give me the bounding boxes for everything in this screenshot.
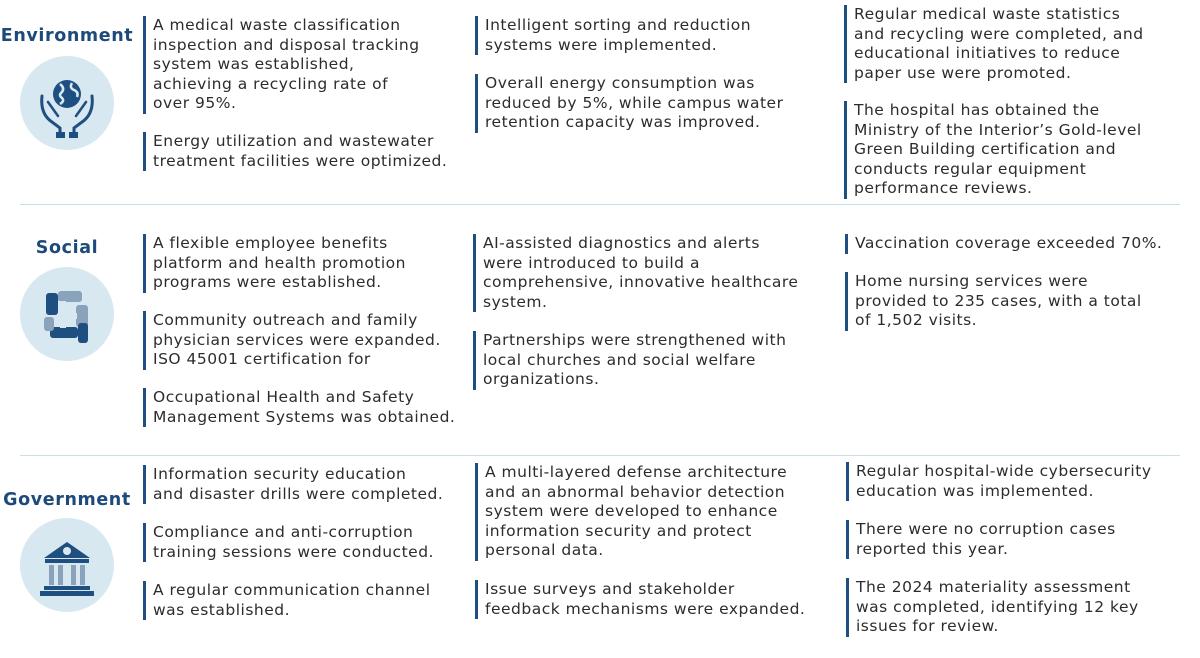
environment-col2-item-1: Intelligent sorting and reduction systems were implemented.: [475, 16, 751, 55]
environment-col1-item-2: Energy utilization and wastewater treatment facilities were optimized.: [143, 132, 447, 171]
environment-col3-item-1: Regular medical waste statistics and recycling were completed, and educational initiatives to reduce paper use were promoted.: [844, 5, 1144, 83]
government-col3-item-1: Regular hospital-wide cybersecurity education was implemented.: [846, 462, 1152, 501]
social-title: Social: [35, 238, 99, 258]
social-col2-item-2: Partnerships were strengthened with local churches and social welfare organizations.: [473, 331, 786, 390]
government-title: Government: [3, 490, 131, 510]
environment-title: Environment: [0, 26, 134, 46]
social-col2-item-1: AI-assisted diagnostics and alerts were introduced to build a comprehensive, innovative healthcare system.: [473, 234, 798, 312]
joined-hands-icon: [20, 267, 114, 361]
social-col1-item-2: Community outreach and family physician services were expanded. ISO 45001 certification for: [143, 311, 441, 370]
government-section: [0, 456, 1200, 658]
government-col1-item-1: Information security education and disaster drills were completed.: [143, 465, 443, 504]
environment-col3-item-2: The hospital has obtained the Ministry of the Interior’s Gold-level Green Building certification and conducts regular equipment performance reviews.: [844, 101, 1142, 199]
environment-section: [0, 0, 1200, 204]
government-col3-item-2: There were no corruption cases reported this year.: [846, 520, 1116, 559]
government-col1-item-2: Compliance and anti-corruption training sessions were conducted.: [143, 523, 434, 562]
social-col1-item-3: Occupational Health and Safety Management Systems was obtained.: [143, 388, 455, 427]
globe-in-hands-icon: [20, 56, 114, 150]
government-col3-item-3: The 2024 materiality assessment was completed, identifying 12 key issues for review.: [846, 578, 1139, 637]
social-col3-item-2: Home nursing services were provided to 235 cases, with a total of 1,502 visits.: [845, 272, 1142, 331]
government-col1-item-3: A regular communication channel was established.: [143, 581, 431, 620]
social-col1-item-1: A flexible employee benefits platform and health promotion programs were established.: [143, 234, 406, 293]
social-col3-item-1: Vaccination coverage exceeded 70%.: [845, 234, 1162, 254]
government-col2-item-1: A multi-layered defense architecture and an abnormal behavior detection system were developed to enhance information security and protect personal data.: [475, 463, 787, 561]
government-col2-item-2: Issue surveys and stakeholder feedback mechanisms were expanded.: [475, 580, 805, 619]
environment-col2-item-2: Overall energy consumption was reduced by 5%, while campus water retention capacity was improved.: [475, 74, 783, 133]
environment-col1-item-1: A medical waste classification inspection and disposal tracking system was established, achieving a recycling rate of over 95%.: [143, 16, 420, 114]
social-section: [0, 205, 1200, 455]
government-building-icon: [20, 518, 114, 612]
